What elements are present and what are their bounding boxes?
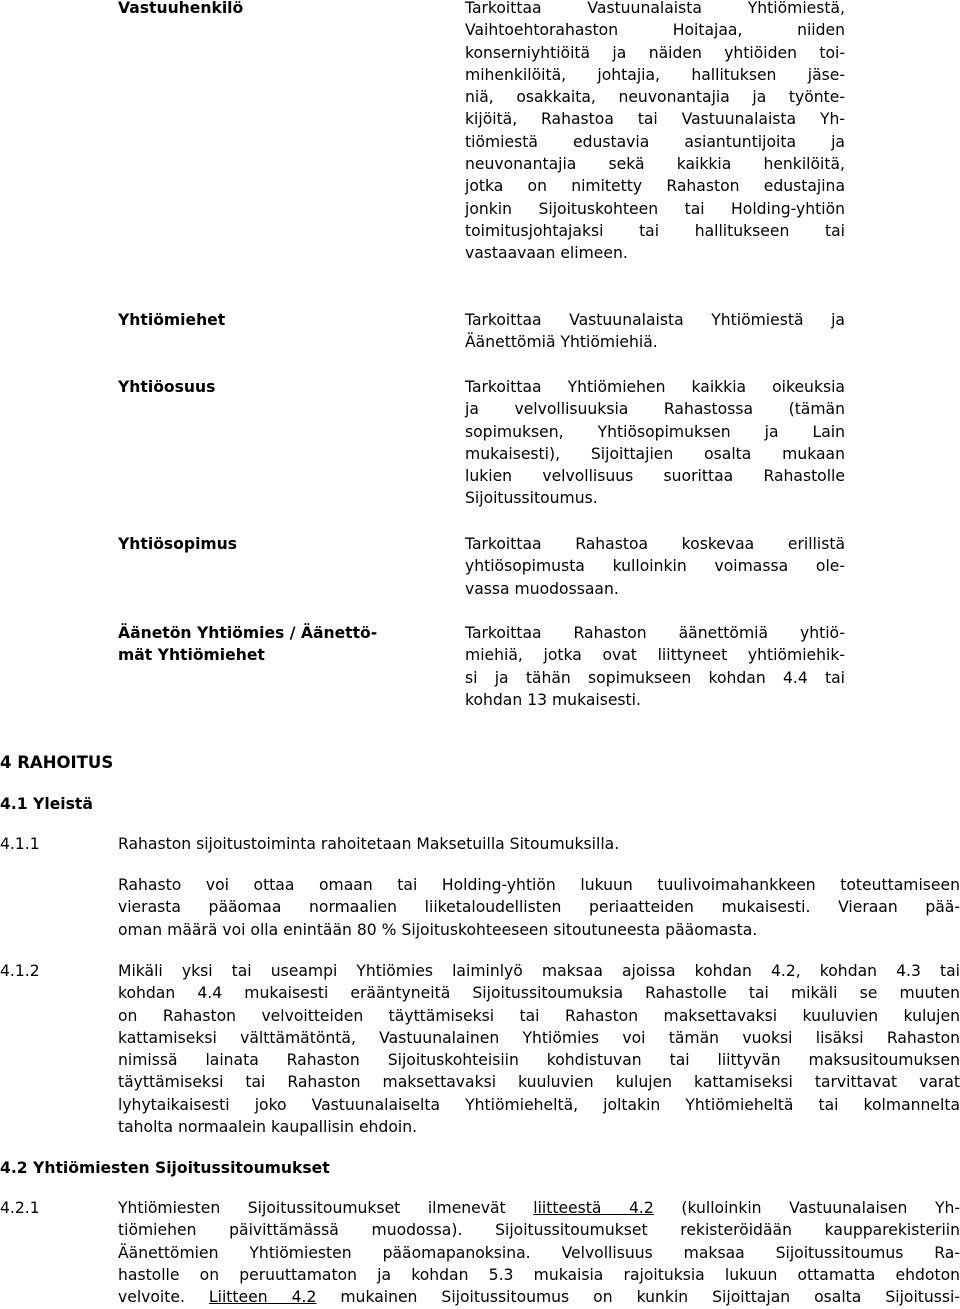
- def-line: vastaavaan elimeen.: [465, 244, 628, 263]
- def-line: jonkin Sijoituskohteen tai Holding-yhtiön: [465, 199, 845, 218]
- def-line: kohdan 13 mukaisesti.: [465, 690, 641, 709]
- para-line: on Rahaston velvoitteiden täyttämiseksi tai Rahaston maksettavaksi kuuluvien kulujen: [118, 1006, 960, 1025]
- def-line: Tarkoittaa Vastuunalaista Yhtiömiestä ja: [465, 311, 845, 329]
- para-line: vierasta pääomaa normaalien liiketaloudellisten periaatteiden mukaisesti. Vieraan pää-: [118, 898, 960, 917]
- def-line: Tarkoittaa Rahaston äänettömiä yhtiö-: [465, 624, 845, 642]
- para-line: kattamiseksi välttämätöntä, Vastuunalainen Yhtiömies voi tämän vuoksi lisäksi Rahaston: [118, 1028, 960, 1047]
- definition-yhtiosopimus: [465, 533, 845, 600]
- definition-yhtiomiehet: [465, 309, 845, 354]
- para-line: Mikäli yksi tai useampi Yhtiömies laiminlyö maksaa ajoissa kohdan 4.2, kohdan 4.3 tai: [118, 962, 960, 980]
- paragraph-4-1-1-continuation: [118, 874, 960, 941]
- def-line: miehiä, jotka ovat liittyneet yhtiömiehik-: [465, 646, 845, 665]
- def-line: Äänettömiä Yhtiömiehiä.: [465, 333, 658, 352]
- paragraph-4-1-2-number: 4.1.2: [0, 962, 40, 980]
- para-line: Yhtiömiesten Sijoitussitoumukset ilmenevät liitteestä 4.2 (kulloinkin Vastuunalaisen Yh-: [118, 1199, 960, 1217]
- appendix-link[interactable]: liitteestä 4.2: [533, 1199, 654, 1217]
- def-line: tiömiestä edustavia asiantuntijoita ja: [465, 132, 845, 151]
- definition-vastuuhenkilo: [465, 0, 845, 265]
- def-line: Sijoitussitoumus.: [465, 489, 598, 508]
- def-line: ja velvollisuuksia Rahastossa (tämän: [465, 400, 845, 419]
- def-line: si ja tähän sopimukseen kohdan 4.4 tai: [465, 668, 845, 687]
- def-line: vassa muodossaan.: [465, 579, 619, 598]
- term-yhtiosopimus: Yhtiösopimus: [118, 535, 238, 553]
- def-line: jotka on nimitetty Rahaston edustajina: [465, 177, 845, 196]
- paragraph-4-1-1-text: Rahaston sijoitustoiminta rahoitetaan Maksetuilla Sitoumuksilla.: [118, 835, 620, 853]
- def-line: lukien velvollisuus suorittaa Rahastolle: [465, 467, 845, 486]
- paragraph-4-2-1-number: 4.2.1: [0, 1199, 40, 1217]
- para-line: hastolle on peruuttamaton ja kohdan 5.3 mukaisia rajoituksia lukuun ottamatta ehdoton: [118, 1265, 960, 1284]
- para-line: oman määrä voi olla enintään 80 % Sijoituskohteeseen sitoutuneesta pääomasta.: [118, 920, 758, 939]
- def-line: neuvonantajia sekä kaikkia henkilöitä,: [465, 155, 845, 174]
- paragraph-4-2-1-text: [118, 1197, 960, 1308]
- para-line: täyttämiseksi tai Rahaston maksettavaksi kuuluvien kulujen kattamiseksi tarvittavat varat: [118, 1073, 960, 1092]
- appendix-link[interactable]: Liitteen 4.2: [208, 1288, 317, 1307]
- def-line: niä, osakkaita, neuvonantajia ja työnte-: [465, 88, 845, 107]
- def-line: mihenkilöitä, johtajia, hallituksen jäse-: [465, 65, 845, 84]
- para-line: lyhytaikaisesti joko Vastuunalaiselta Yhtiömieheltä, joltakin Yhtiömieheltä tai kolmannelta: [118, 1095, 960, 1114]
- paragraph-4-1-1-number: 4.1.1: [0, 835, 40, 853]
- para-line: tiömiehen päivittämässä muodossa). Sijoitussitoumukset rekisteröidään kaupparekisteriin: [118, 1221, 960, 1240]
- term-vastuuhenkilo: Vastuuhenkilö: [118, 0, 244, 17]
- def-line: yhtiösopimusta kulloinkin voimassa ole-: [465, 557, 845, 576]
- def-line: konserniyhtiöitä ja näiden yhtiöiden toi-: [465, 43, 845, 62]
- subsection-heading-4-2: 4.2 Yhtiömiesten Sijoitussitoumukset: [0, 1159, 330, 1177]
- term-yhtioosuus: Yhtiöosuus: [118, 378, 216, 396]
- definition-aaneton-yhtiomies: [465, 622, 845, 711]
- para-line: kohdan 4.4 mukaisesti erääntyneitä Sijoitussitoumuksia Rahastolle tai mikäli se muuten: [118, 984, 960, 1003]
- def-line: Tarkoittaa Vastuunalaista Yhtiömiestä,: [465, 0, 845, 17]
- para-line: Äänettömien Yhtiömiesten pääomapanoksina. Velvollisuus maksaa Sijoitussitoumus Ra-: [118, 1243, 960, 1262]
- paragraph-4-1-2-text: [118, 960, 960, 1138]
- def-line: Vaihtoehtorahaston Hoitajaa, niiden: [465, 21, 845, 40]
- para-line: velvoite. Liitteen 4.2 mukainen Sijoitussitoumus on kunkin Sijoittajan osalta Sijoitussi-: [118, 1288, 960, 1307]
- def-line: Tarkoittaa Yhtiömiehen kaikkia oikeuksia: [465, 378, 845, 396]
- subsection-heading: 4.1 Yleistä: [0, 795, 93, 813]
- def-line: sopimuksen, Yhtiösopimuksen ja Lain: [465, 422, 845, 441]
- para-line: Rahasto voi ottaa omaan tai Holding-yhtiön lukuun tuulivoimahankkeen toteuttamiseen: [118, 876, 960, 894]
- def-line: Tarkoittaa Rahastoa koskevaa erillistä: [465, 535, 845, 553]
- def-line: toimitusjohtajaksi tai hallitukseen tai: [465, 221, 845, 240]
- para-line: nimissä lainata Rahaston Sijoituskohteisiin kohdistuvan tai liittyvän maksusitoumuksen: [118, 1051, 960, 1070]
- para-line: taholta normaalein kaupallisin ehdoin.: [118, 1118, 418, 1137]
- def-line: mukaisesti), Sijoittajien osalta mukaan: [465, 444, 845, 463]
- section-heading: 4 RAHOITUS: [0, 753, 114, 772]
- def-line: kijöitä, Rahastoa tai Vastuunalaista Yh-: [465, 110, 845, 129]
- term-aaneton-yhtiomies: Äänetön Yhtiömies / Äänettö- mät Yhtiömiehet: [118, 624, 378, 665]
- definition-yhtioosuus: [465, 376, 845, 510]
- term-yhtiomiehet: Yhtiömiehet: [118, 311, 226, 329]
